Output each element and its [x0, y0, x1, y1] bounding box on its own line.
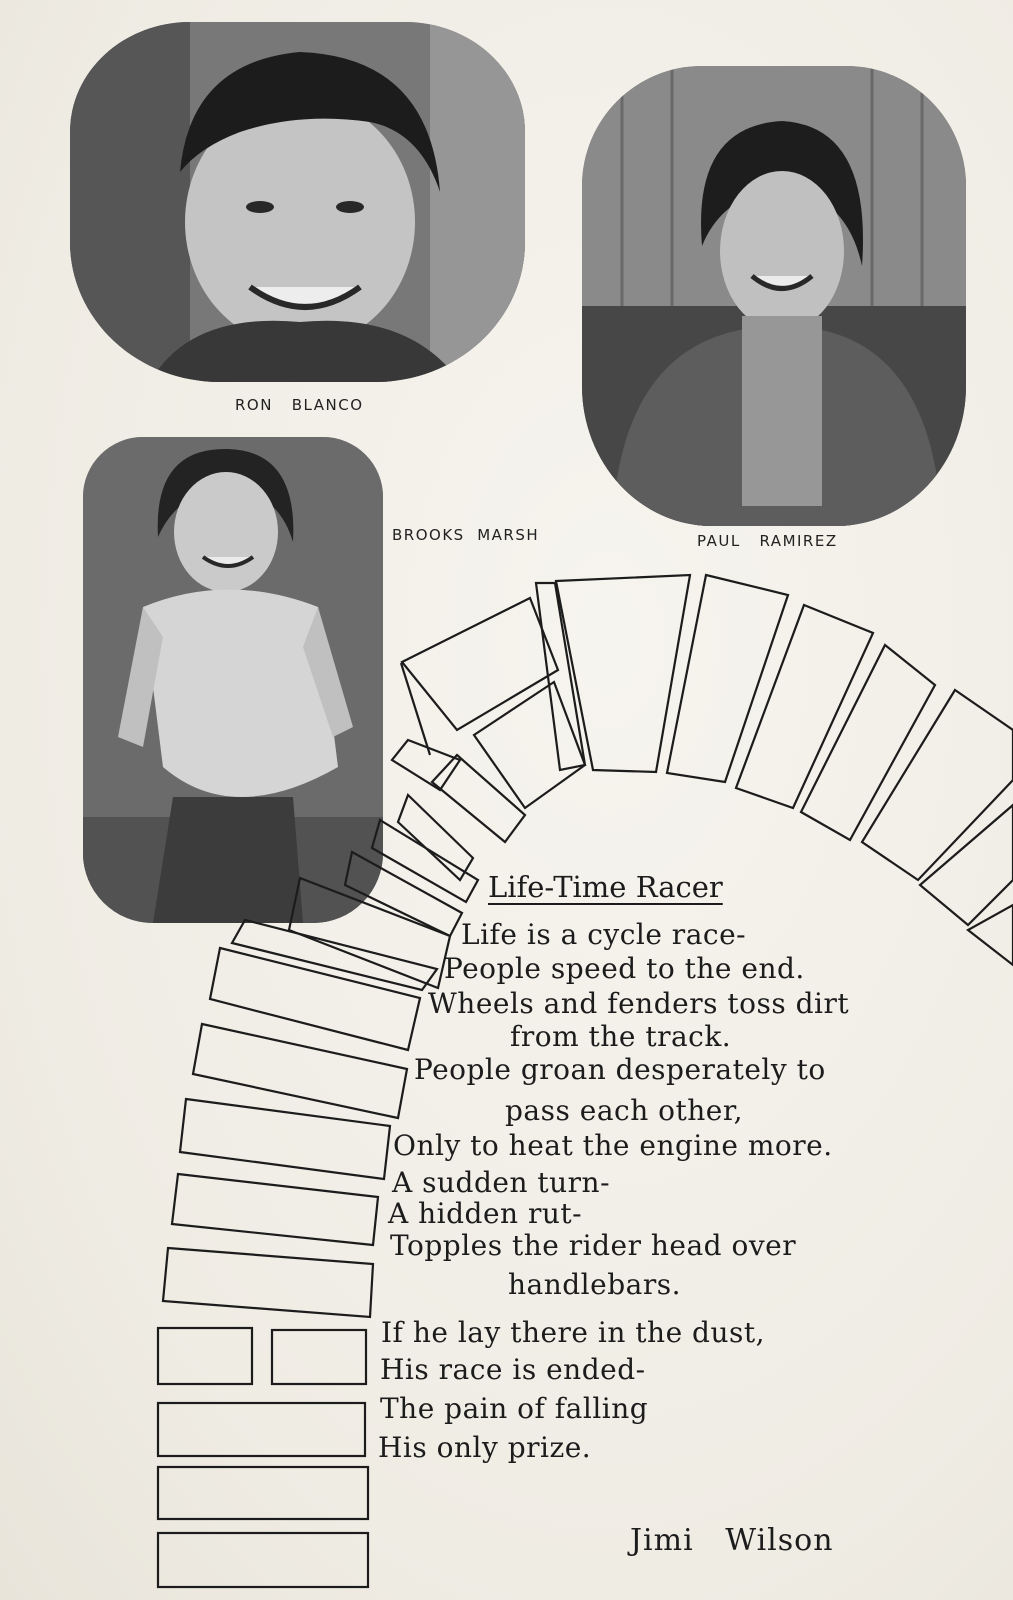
poem-line: Topples the rider head over [390, 1229, 797, 1262]
poem-line: People speed to the end. [444, 952, 805, 985]
poem-line: from the track. [510, 1020, 732, 1053]
poem-line: pass each other, [505, 1094, 744, 1127]
poem-line: Life is a cycle race- [461, 918, 747, 951]
photo-1-caption: RON BLANCO [235, 396, 364, 414]
track-block [474, 682, 585, 808]
track-block [272, 1330, 366, 1384]
poem-line: People groan desperately to [414, 1053, 826, 1086]
track-block [392, 740, 460, 790]
track-block [736, 605, 873, 808]
poem-line: A hidden rut- [388, 1197, 583, 1230]
track-block [158, 1328, 252, 1384]
track-block [158, 1533, 368, 1587]
poem-author: Jimi Wilson [630, 1523, 834, 1558]
poem-title: Life-Time Racer [488, 870, 723, 904]
poem-line: Wheels and fenders toss dirt [428, 987, 850, 1020]
track-block [372, 820, 478, 902]
track-block [432, 755, 525, 842]
track-block [920, 805, 1013, 925]
track-block [536, 583, 585, 770]
poem-line: His only prize. [378, 1431, 592, 1464]
track-block [180, 1099, 390, 1179]
track-block [968, 905, 1013, 965]
poem-line: handlebars. [508, 1268, 681, 1301]
poem-line: A sudden turn- [392, 1166, 611, 1199]
poem-line: If he lay there in the dust, [381, 1316, 766, 1349]
photo-3-caption: BROOKS MARSH [392, 526, 540, 544]
track-block [862, 690, 1013, 880]
track-block [402, 598, 558, 730]
track-block [163, 1248, 373, 1317]
track-block [172, 1174, 378, 1245]
track-block [158, 1467, 368, 1519]
poem-line: The pain of falling [380, 1392, 649, 1425]
poem-line: Only to heat the engine more. [393, 1129, 833, 1162]
photo-2-caption: PAUL RAMIREZ [697, 532, 838, 550]
track-block [801, 645, 935, 840]
track-block [158, 1403, 365, 1456]
track-block [232, 920, 437, 990]
poem-line: His race is ended- [380, 1353, 646, 1386]
